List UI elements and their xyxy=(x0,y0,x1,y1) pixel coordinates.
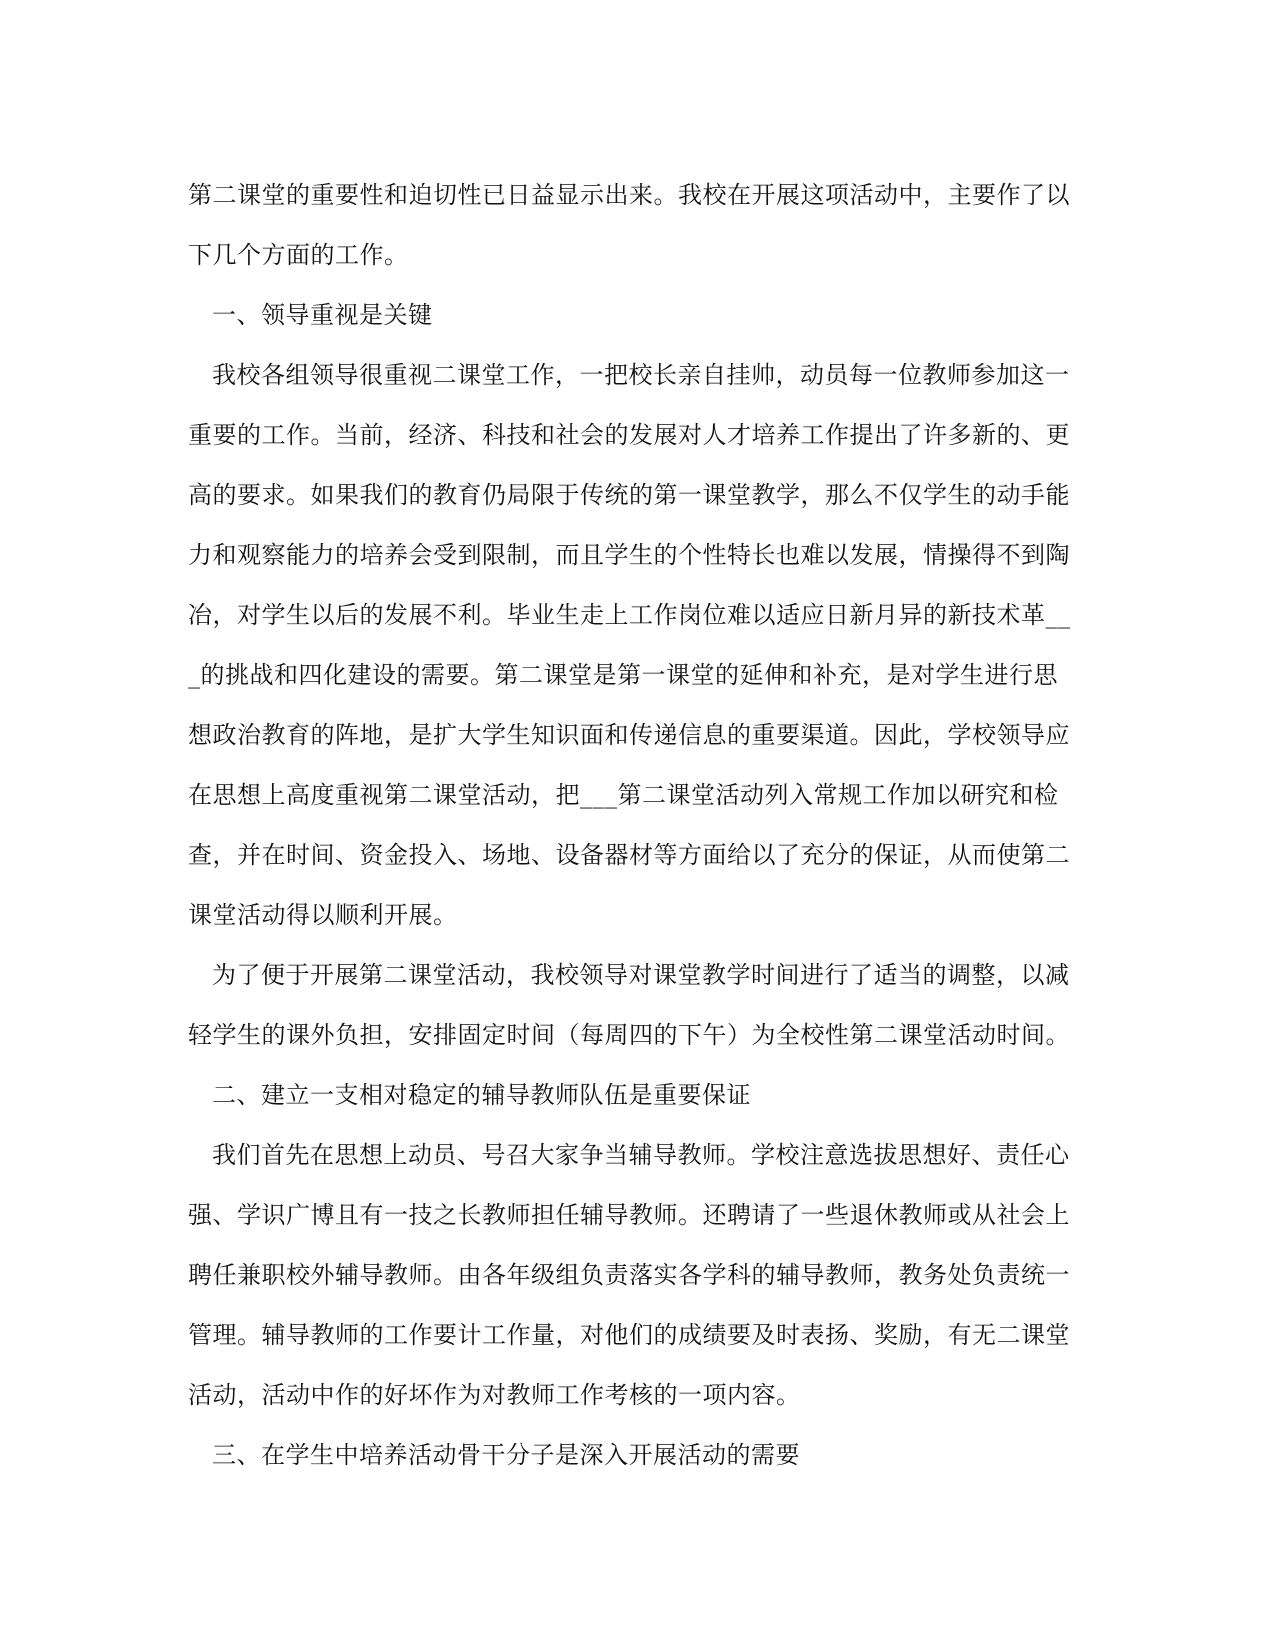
document-body xyxy=(188,165,1088,1485)
paragraph-line: 为了便于开展第二课堂活动，我校领导对课堂教学时间进行了适当的调整，以减 xyxy=(212,961,1070,989)
paragraph-line: _的挑战和四化建设的需要。第二课堂是第一课堂的延伸和补充，是对学生进行思 xyxy=(188,661,1058,689)
section-heading-3: 三、在学生中培养活动骨干分子是深入开展活动的需要 xyxy=(212,1441,800,1469)
section-heading-2: 二、建立一支相对稳定的辅导教师队伍是重要保证 xyxy=(212,1081,751,1109)
paragraph-line: 管理。辅导教师的工作要计工作量，对他们的成绩要及时表扬、奖励，有无二课堂 xyxy=(188,1321,1070,1349)
paragraph-line: 下几个方面的工作。 xyxy=(188,241,409,269)
paragraph-line: 聘任兼职校外辅导教师。由各年级组负责落实各学科的辅导教师，教务处负责统一 xyxy=(188,1261,1070,1289)
paragraph-line: 查，并在时间、资金投入、场地、设备器材等方面给以了充分的保证，从而使第二 xyxy=(188,841,1070,869)
paragraph-line: 强、学识广博且有一技之长教师担任辅导教师。还聘请了一些退休教师或从社会上 xyxy=(188,1201,1070,1229)
paragraph-line: 第二课堂的重要性和迫切性已日益显示出来。我校在开展这项活动中，主要作了以 xyxy=(188,181,1070,209)
paragraph-line: 力和观察能力的培养会受到限制，而且学生的个性特长也难以发展，情操得不到陶 xyxy=(188,541,1070,569)
paragraph-line: 轻学生的课外负担，安排固定时间（每周四的下午）为全校性第二课堂活动时间。 xyxy=(188,1021,1070,1049)
paragraph-line: 课堂活动得以顺利开展。 xyxy=(188,901,458,929)
paragraph-line: 我校各组领导很重视二课堂工作，一把校长亲自挂帅，动员每一位教师参加这一 xyxy=(212,361,1070,389)
paragraph-line: 冶，对学生以后的发展不利。毕业生走上工作岗位难以适应日新月异的新技术革__ xyxy=(188,601,1071,629)
paragraph-line: 重要的工作。当前，经济、科技和社会的发展对人才培养工作提出了许多新的、更 xyxy=(188,421,1070,449)
paragraph-line: 在思想上高度重视第二课堂活动，把___第二课堂活动列入常规工作加以研究和检 xyxy=(188,781,1059,809)
paragraph-line: 我们首先在思想上动员、号召大家争当辅导教师。学校注意选拔思想好、责任心 xyxy=(212,1141,1070,1169)
paragraph-line: 想政治教育的阵地，是扩大学生知识面和传递信息的重要渠道。因此，学校领导应 xyxy=(188,721,1070,749)
section-heading-1: 一、领导重视是关键 xyxy=(212,301,433,329)
paragraph-line: 活动，活动中作的好坏作为对教师工作考核的一项内容。 xyxy=(188,1381,801,1409)
paragraph-line: 高的要求。如果我们的教育仍局限于传统的第一课堂教学，那么不仅学生的动手能 xyxy=(188,481,1070,509)
